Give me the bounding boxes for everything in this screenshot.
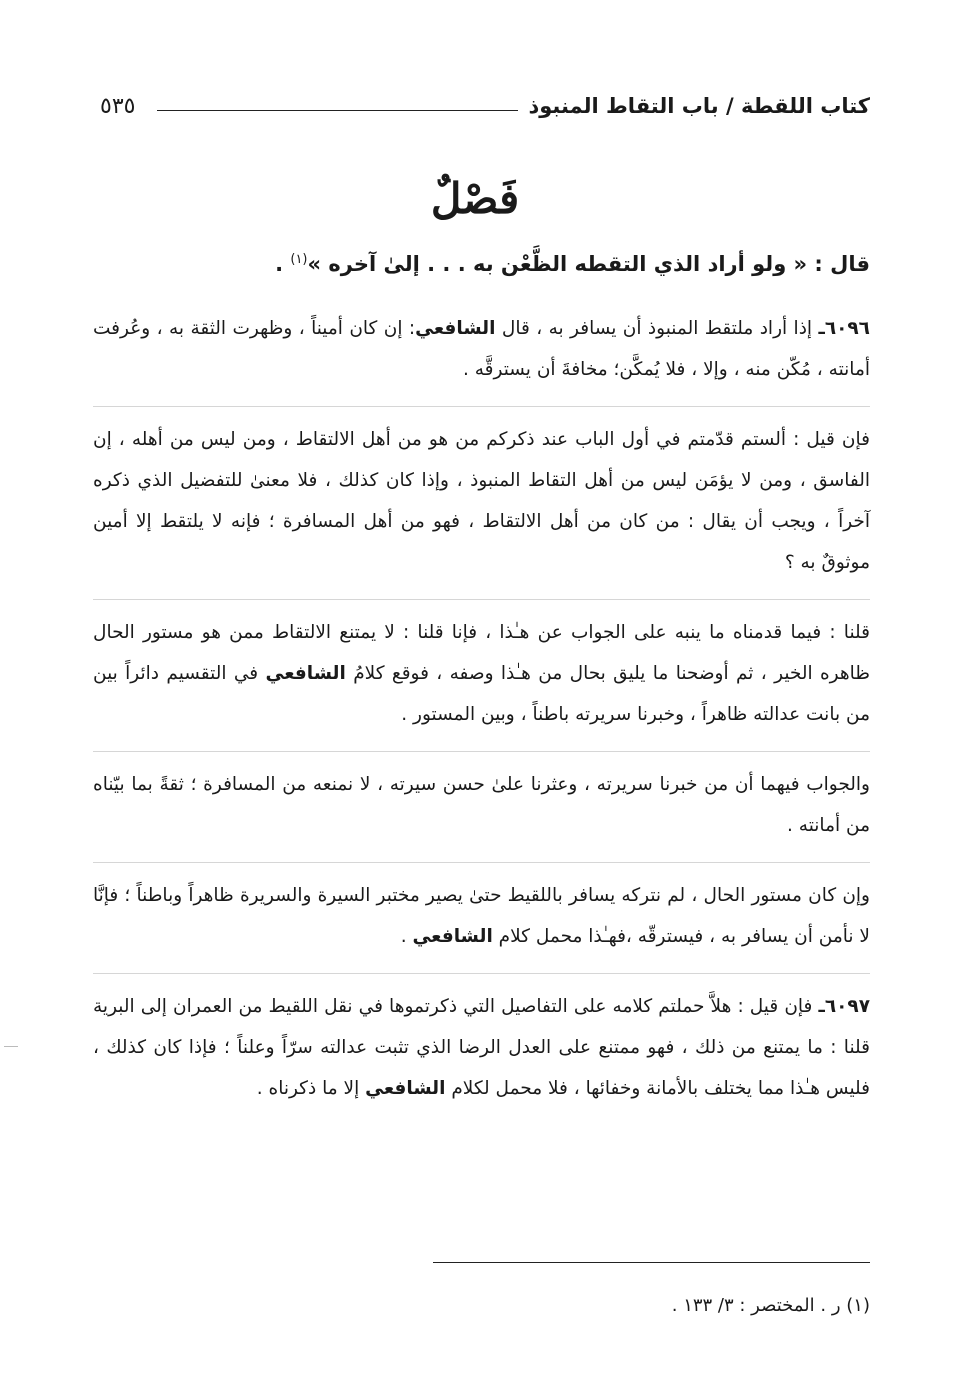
footnote-marker: (١): [846, 1295, 870, 1316]
section-heading: فَصْلٌ: [430, 174, 520, 223]
bold-name: الشافعي: [415, 318, 496, 339]
body-text: [93, 308, 870, 1125]
paragraph-text: إلا ما ذكرناه .: [256, 1078, 366, 1099]
paragraph-text: : إن كان أميناً ، وظهرت الثقة به ، وعُرفت أمانته ، مُكّن منه ، وإلا ، فلا يُمكَّن؛ مخافةَ أن يسترقَّه .: [93, 318, 870, 380]
paragraph-text: فإن قيل : ألستم قدّمتم في أول الباب عند ذكركم من هو من أهل الالتقاط ، ومن ليس من أهله ، إن الفاسق ، ومن لا يؤمَن ليس من أهل التقاط المنبوذ ، وإذا كان كذلك ، فلا معنىٰ للتفضيل الذي ذكره آخراً ، ويجب أن يقال : من كان من أهل الالتقاط ، فهو من أهل المسافرة ؛ فإنه لا يلتقط إلا أمين موثوقٌ به ؟: [93, 429, 870, 573]
paragraph: [93, 751, 870, 846]
header-rule: [157, 110, 518, 111]
paragraph: [93, 406, 870, 583]
paragraph: [93, 599, 870, 735]
paragraph-text: والجواب فيهما أن من خبرنا سريرته ، وعثرنا علىٰ حسن سيرته ، لا نمنعه من المسافرة ؛ ثقةً بما بيّناه من أمانته .: [93, 774, 870, 836]
running-header-title: كتاب اللقطة / باب التقاط المنبوذ: [528, 94, 870, 118]
paragraph: [93, 862, 870, 957]
bold-name: الشافعي: [365, 1078, 446, 1099]
running-header: [100, 86, 870, 126]
paragraph-number: ٦٠٩٦ـ: [818, 318, 870, 339]
paragraph-number: ٦٠٩٧ـ: [818, 996, 870, 1017]
quote-end: .: [275, 252, 291, 276]
paragraph-text: .: [400, 926, 413, 947]
bold-name: الشافعي: [265, 663, 346, 684]
page-number: ٥٣٥: [100, 93, 136, 119]
paragraph: [93, 308, 870, 390]
section-quote: [200, 240, 870, 284]
paragraph-text: في التقسيم دائراً بين من بانت عدالته ظاهراً ، وخبرنا سريرته باطناً ، وبين المستور .: [93, 663, 870, 725]
footnotes: [400, 1290, 870, 1322]
footnote-text: ر . المختصر : ٣/ ١٣٣ .: [671, 1295, 841, 1316]
paragraph: [93, 973, 870, 1109]
paragraph-text: فإن قيل : هلاَّ حملتم كلامه على التفاصيل التي ذكرتموها في نقل اللقيط من العمران إلى البرية قلنا : ما يمتنع من ذلك ، فهو ممتنع على العدل الرضا الذي تثبت عدالته سرّاً وعلناً ؛ فإذا كان كذلك ، فليس هـٰذا مما يختلف بالأمانة وخفائها ، فلا محمل لكلام: [93, 996, 870, 1099]
paragraph-text: وإن كان مستور الحال ، لم نتركه يسافر باللقيط حتىٰ يصير مختبر السيرة والسريرة ظاهراً وباطناً ؛ فإنَّا لا نأمن أن يسافر به ، فيسترقّه ،فهـٰذا محمل كلام: [93, 885, 870, 947]
footnote-item: [400, 1290, 870, 1322]
paragraph-text: قلنا : فيما قدمناه ما ينبه على الجواب عن هـٰذا ، فإنا قلنا : لا يمتنع الالتقاط ممن هو مستور الحال ظاهره الخير ، ثم أوضحنا ما يليق بحال من هـٰذا وصفه ، فوقع كلامُ: [93, 622, 871, 684]
paragraph-text: إذا أراد ملتقط المنبوذ أن يسافر به ، قال: [495, 318, 819, 339]
quote-text: قال : « ولو أراد الذي التقطه الظَّعْن به . . . إلىٰ آخره »: [307, 252, 870, 276]
bold-name: الشافعي: [412, 926, 493, 947]
footnote-rule: [433, 1262, 870, 1263]
footnote-ref: (١): [290, 252, 308, 267]
margin-mark: [4, 1046, 18, 1047]
